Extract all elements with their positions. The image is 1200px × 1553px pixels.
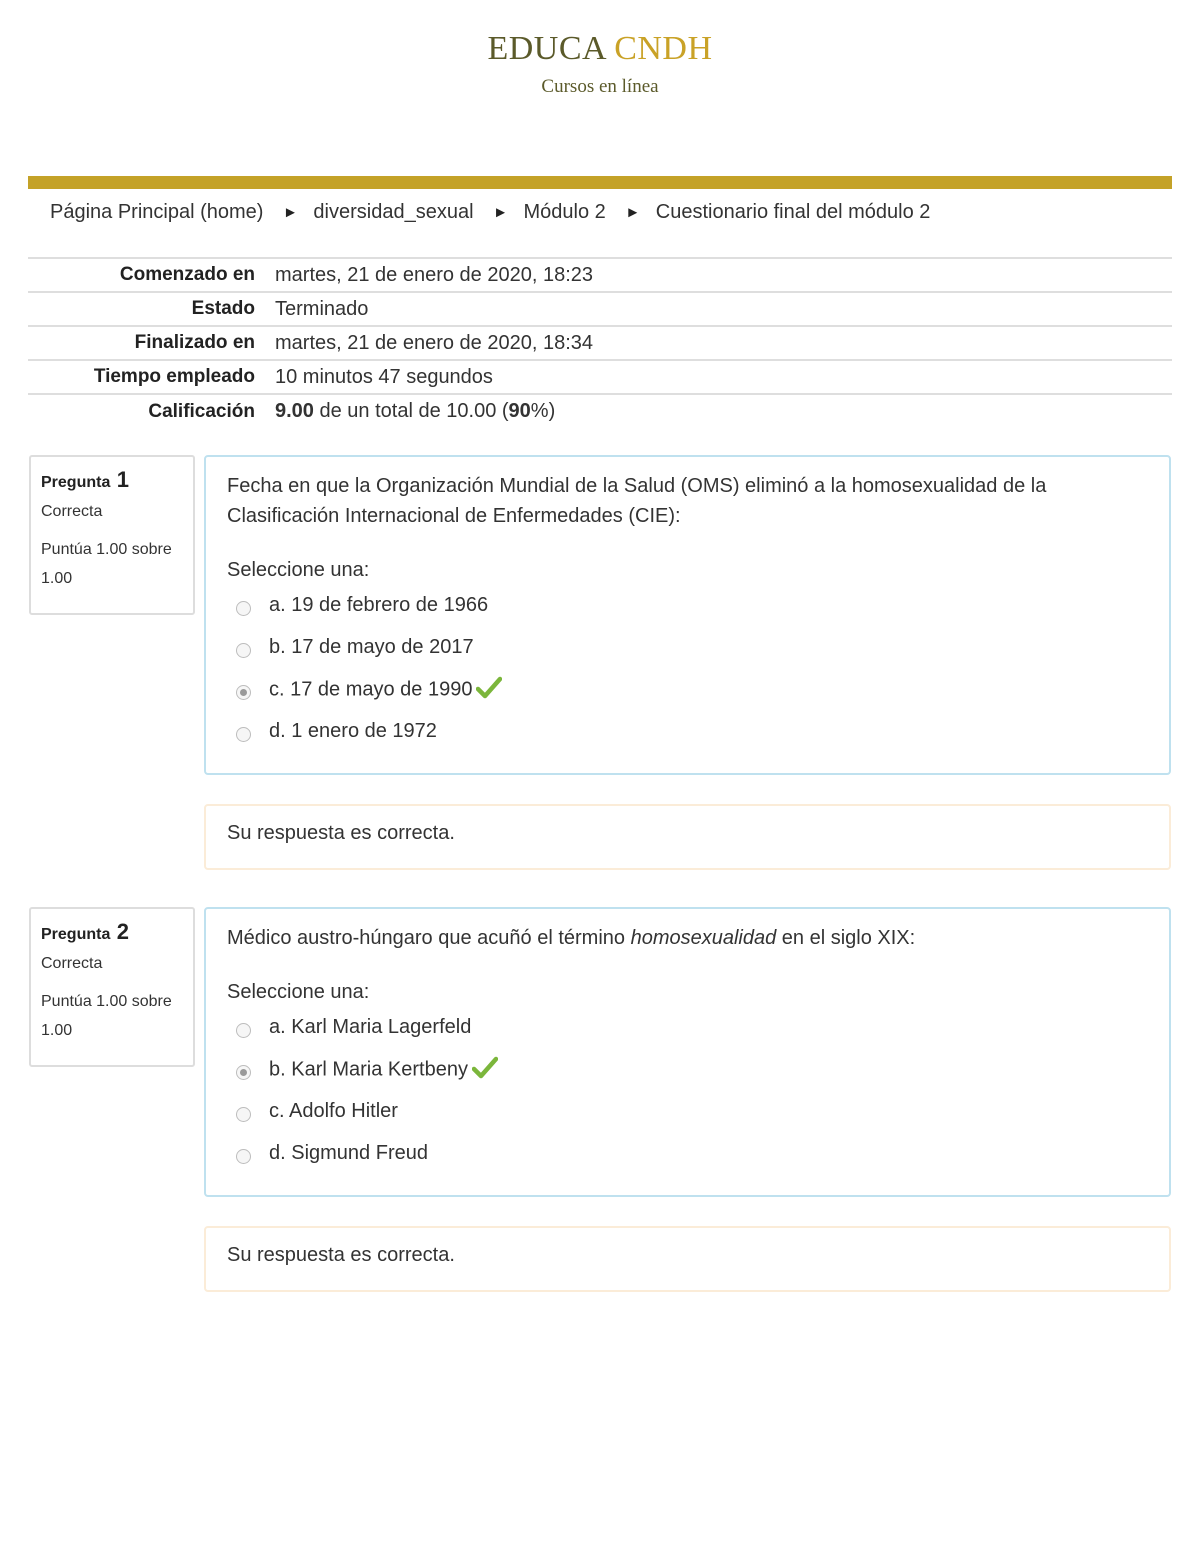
breadcrumb-link-quiz[interactable]: Cuestionario final del módulo 2 (655, 201, 931, 223)
check-icon (476, 676, 502, 700)
radio-button[interactable] (236, 1149, 251, 1164)
breadcrumb-link-module[interactable]: Módulo 2 (523, 201, 606, 223)
grade-text-end: %) (530, 400, 556, 422)
radio-button[interactable] (236, 1107, 251, 1122)
question-2-formulation (204, 907, 1171, 1197)
logo-word-educa: EDUCA (487, 30, 606, 67)
answer-label-wrap[interactable] (269, 1058, 498, 1082)
answer-option-selected[interactable] (227, 672, 1149, 714)
breadcrumb-separator-icon: ► (625, 204, 641, 221)
radio-button[interactable] (236, 601, 251, 616)
question-2-info (29, 907, 195, 1067)
summary-label: Tiempo empleado (93, 366, 255, 387)
question-grade: Puntúa 1.00 sobre 1.00 (41, 993, 172, 1039)
answer-label[interactable]: b. 17 de mayo de 2017 (269, 636, 474, 658)
radio-button-checked[interactable] (236, 1065, 251, 1080)
site-tagline: Cursos en línea (541, 76, 659, 97)
answer-label-wrap[interactable] (269, 678, 502, 702)
check-icon (472, 1056, 498, 1080)
answer-option[interactable] (227, 630, 1149, 672)
summary-value: Terminado (275, 297, 369, 320)
question-label: Pregunta (41, 474, 111, 491)
summary-label: Estado (191, 298, 255, 319)
question-text-before: Médico austro-húngaro que acuñó el término (227, 927, 631, 949)
question-1-info (29, 455, 195, 615)
answer-option-selected[interactable] (227, 1052, 1149, 1094)
breadcrumb (50, 201, 930, 224)
breadcrumb-link-home[interactable]: Página Principal (home) (50, 201, 264, 223)
question-1-feedback: Su respuesta es correcta. (204, 804, 1171, 870)
question-title (41, 919, 193, 945)
breadcrumb-separator-icon: ► (283, 204, 298, 221)
header-divider-bar (28, 176, 1172, 189)
question-state: Correcta (41, 503, 103, 520)
radio-button[interactable] (236, 1023, 251, 1038)
question-label: Pregunta (41, 926, 111, 943)
summary-value: martes, 21 de enero de 2020, 18:23 (275, 263, 594, 286)
question-text (227, 923, 1149, 953)
summary-row-state (28, 292, 1172, 326)
question-grade: Puntúa 1.00 sobre 1.00 (41, 541, 172, 587)
radio-button[interactable] (236, 643, 251, 658)
answer-list (227, 588, 1149, 756)
summary-row-started (28, 258, 1172, 292)
attempt-summary-table (28, 257, 1172, 428)
answer-label[interactable]: a. 19 de febrero de 1966 (269, 594, 489, 616)
logo-word-cndh: CNDH (614, 30, 713, 67)
summary-label: Finalizado en (134, 332, 255, 353)
question-text-emphasis: homosexualidad (630, 927, 777, 949)
answer-label[interactable]: b. Karl Maria Kertbeny (269, 1058, 468, 1081)
question-text: Fecha en que la Organización Mundial de la Salud (OMS) eliminó a la homosexualidad de la Clasificación Internacional de Enfermedades (CIE): (227, 475, 1047, 527)
answer-prompt: Seleccione una: (227, 981, 370, 1003)
answer-label[interactable]: c. 17 de mayo de 1990 (269, 678, 473, 701)
radio-button-checked[interactable] (236, 685, 251, 700)
breadcrumb-link-course[interactable]: diversidad_sexual (313, 201, 474, 223)
summary-row-finished (28, 326, 1172, 360)
summary-row-time-taken (28, 360, 1172, 394)
grade-points: 9.00 (275, 400, 314, 422)
summary-label: Comenzado en (119, 264, 255, 285)
question-text-after: en el siglo XIX: (776, 927, 916, 949)
summary-label: Calificación (148, 400, 255, 422)
question-title (41, 467, 193, 493)
answer-list (227, 1010, 1149, 1178)
breadcrumb-separator-icon: ► (493, 204, 508, 221)
summary-grade-value (275, 394, 1172, 428)
summary-value: martes, 21 de enero de 2020, 18:34 (275, 331, 594, 354)
site-logo[interactable] (0, 28, 1200, 70)
answer-label[interactable]: d. Sigmund Freud (269, 1142, 428, 1164)
question-1-formulation (204, 455, 1171, 775)
question-state: Correcta (41, 955, 103, 972)
question-2-feedback: Su respuesta es correcta. (204, 1226, 1171, 1292)
answer-option[interactable] (227, 1010, 1149, 1052)
answer-option[interactable] (227, 588, 1149, 630)
radio-button[interactable] (236, 727, 251, 742)
question-number: 2 (116, 919, 130, 944)
summary-row-grade (28, 394, 1172, 428)
answer-option[interactable] (227, 714, 1149, 756)
grade-text-mid: de un total de 10.00 ( (313, 400, 509, 422)
question-number: 1 (116, 467, 130, 492)
answer-label[interactable]: a. Karl Maria Lagerfeld (269, 1016, 472, 1038)
answer-label[interactable]: c. Adolfo Hitler (269, 1100, 398, 1122)
answer-label[interactable]: d. 1 enero de 1972 (269, 720, 437, 742)
answer-option[interactable] (227, 1094, 1149, 1136)
site-header (0, 28, 1200, 98)
summary-value: 10 minutos 47 segundos (275, 365, 493, 388)
answer-option[interactable] (227, 1136, 1149, 1178)
grade-percent: 90 (508, 400, 531, 422)
answer-prompt: Seleccione una: (227, 559, 370, 581)
